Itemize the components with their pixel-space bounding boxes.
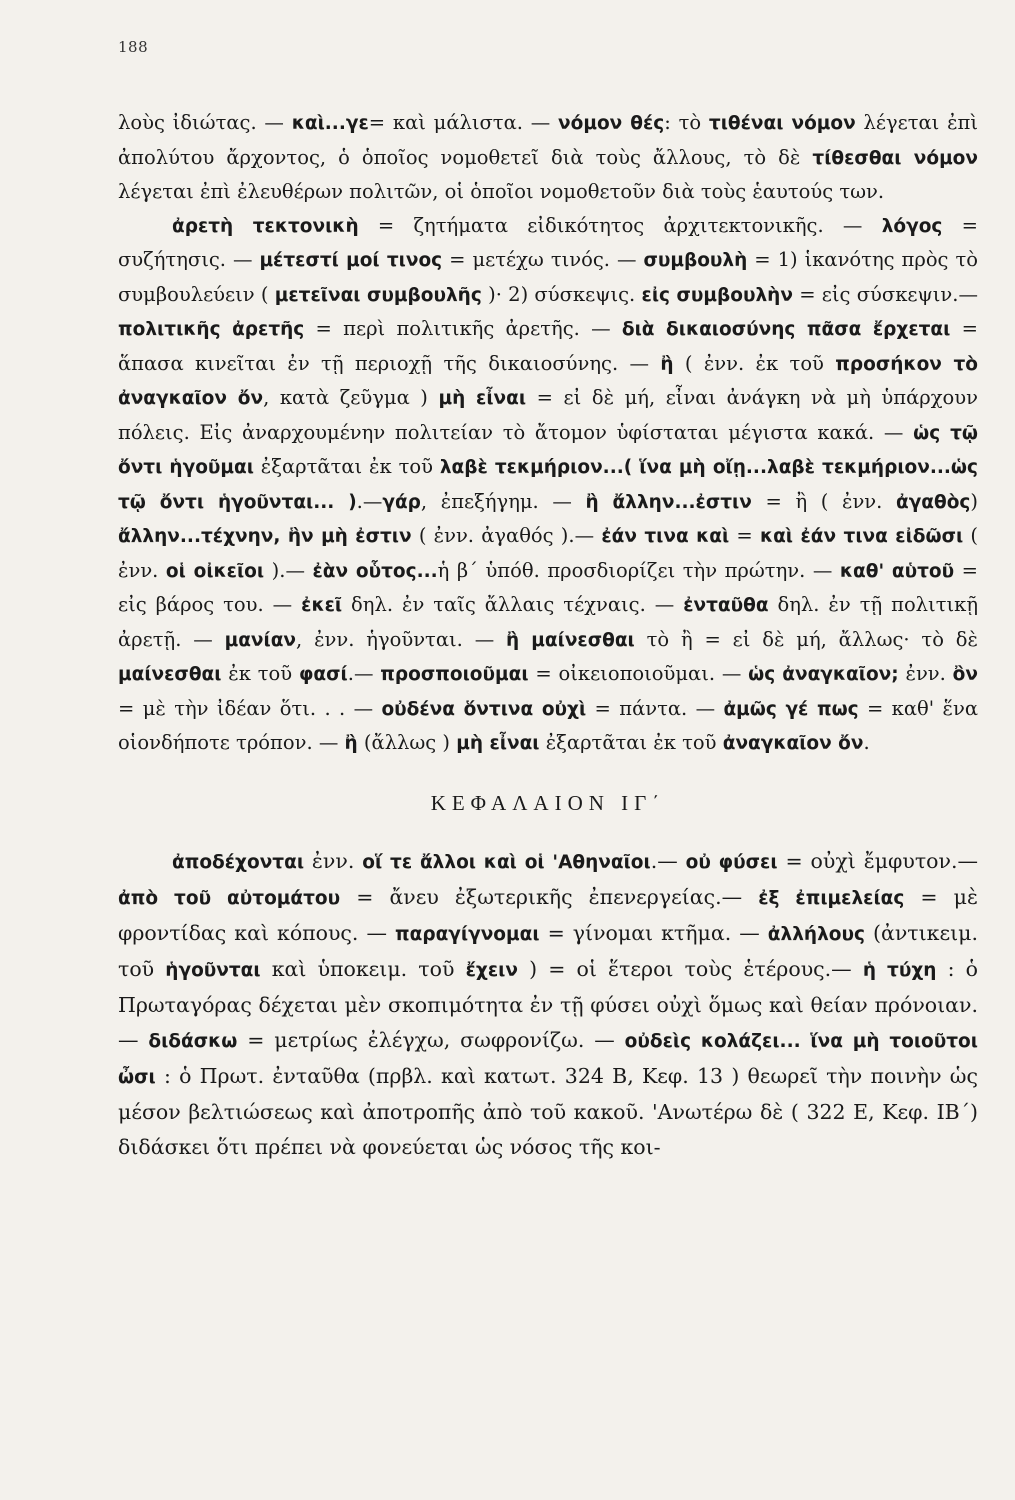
- gloss-text: =: [729, 524, 760, 547]
- page-number: 188: [118, 38, 149, 56]
- lemma-term: νόμον θές: [558, 113, 665, 134]
- gloss-text: = ζητήματα εἰδικότητος ἀρχιτεκτονικῆς. —: [358, 213, 882, 237]
- gloss-text: , ἐπεξήγημ. —: [420, 489, 586, 513]
- lemma-term: καὶ ἐάν τινα εἰδῶσι: [759, 526, 964, 547]
- gloss-text: )· 2) σύσκεψις.: [481, 282, 642, 306]
- gloss-text: ( ἐνν. ἀγαθός ).—: [411, 524, 602, 547]
- lemma-term: ἢ: [660, 353, 674, 375]
- lemma-term: ἀπὸ τοῦ αὐτομάτου: [118, 888, 341, 909]
- gloss-text: = ἢ ( ἐνν.: [751, 489, 896, 513]
- gloss-text: = ἄνευ ἐξωτερικῆς ἐπενεργείας.—: [340, 885, 759, 909]
- lemma-term: ἐκεῖ: [301, 595, 343, 616]
- gloss-text: = εἰ δὲ μή, εἶναι ἀνάγκη νὰ μὴ ὑπάρχουν πόλεις. Εἰς ἀναρχουμένην πολιτείαν τὸ ἄτομον ὑφίσταται μέγιστα κακά. —: [118, 386, 978, 444]
- gloss-text: ἐνν.: [898, 662, 953, 685]
- lemma-term: γάρ: [382, 491, 421, 513]
- lemma-term: τιθέναι νόμον: [708, 113, 856, 134]
- gloss-text: = εἰς βάρος του. —: [118, 558, 979, 616]
- gloss-text: = εἰς σύσκεψιν.—: [792, 282, 978, 306]
- gloss-text: ἐξαρτᾶται ἐκ τοῦ: [253, 455, 440, 478]
- lemma-term: προσήκον τὸ ἀναγκαῖον ὄν: [118, 353, 978, 409]
- gloss-text: = 1) ἱκανότης πρὸς τὸ συμβουλεύειν (: [118, 248, 978, 306]
- commentary-paragraph: [118, 106, 978, 209]
- lemma-term: ὡς τῷ ὄντι ἡγοῦμαι: [118, 422, 979, 478]
- commentary-paragraph: [118, 209, 978, 761]
- lemma-term: ἐὰν οὗτος...: [312, 560, 438, 582]
- lemma-term: οἱ οἰκεῖοι: [165, 560, 265, 582]
- lemma-term: πολιτικῆς ἀρετῆς: [118, 319, 305, 340]
- gloss-text: (ἄλλως ): [357, 731, 457, 754]
- gloss-text: : τὸ: [664, 111, 709, 134]
- gloss-text: λοὺς ἰδιώτας. —: [118, 111, 292, 134]
- gloss-text: = οὐχὶ ἔμφυτον.—: [777, 849, 978, 873]
- lemma-term: παραγίγνομαι: [395, 924, 540, 945]
- gloss-text: , κατὰ ζεῦγμα ): [263, 386, 439, 409]
- gloss-text: = μὲ τὴν ἰδέαν ὅτι. . . —: [118, 696, 382, 720]
- gloss-text: , ἐνν. ἡγοῦνται. —: [296, 627, 507, 651]
- lemma-term: ἢ μαίνεσθαι: [506, 629, 635, 651]
- lemma-term: λόγος: [881, 215, 943, 237]
- lemma-term: μανίαν: [224, 629, 297, 651]
- gloss-text: = μετρίως ἐλέγχω, σωφρονίζω. —: [237, 1028, 625, 1052]
- gloss-text: .: [863, 731, 870, 754]
- gloss-text: ἐκ τοῦ: [221, 662, 299, 685]
- gloss-text: ( ἐνν. ἐκ τοῦ: [673, 351, 836, 375]
- gloss-text: = καθ' ἕνα οἱονδήποτε τρόπον. —: [118, 696, 978, 754]
- lemma-term: μαίνεσθαι: [118, 664, 222, 685]
- gloss-text: ἐξαρτᾶται ἐκ τοῦ: [539, 731, 723, 754]
- lemma-term: καθ' αὑτοῦ: [839, 560, 955, 582]
- chapter-heading: ΚΕΦΑΛΑΙΟΝ ΙΓ΄: [430, 790, 666, 815]
- lemma-term: φασί: [298, 664, 348, 685]
- lemma-term: ἀγαθὸς: [895, 491, 971, 513]
- gloss-text: καὶ ὑποκειμ. τοῦ: [260, 957, 466, 981]
- gloss-text: ( ἐνν.: [118, 524, 978, 582]
- lemma-term: ἐνταῦθα: [683, 595, 769, 616]
- gloss-text: = οἰκειοποιοῦμαι. —: [528, 662, 749, 685]
- lemma-term: εἰς συμβουλὴν: [641, 284, 793, 306]
- lemma-term: οὐδένα ὅντινα οὐχὶ: [381, 698, 587, 720]
- gloss-text: .—: [650, 849, 686, 873]
- lemma-term: τίθεσθαι νόμον: [812, 147, 978, 169]
- lemma-term: ἢ: [344, 733, 358, 754]
- lemma-term: ἐάν τινα καὶ: [601, 526, 730, 547]
- lemma-term: ἢ ἄλλην...ἐστιν: [585, 491, 752, 513]
- lemma-term: συμβουλὴ: [643, 250, 748, 271]
- gloss-text: ).—: [264, 558, 313, 582]
- gloss-text: = μὲ φροντίδας καὶ κόπους. —: [118, 885, 979, 945]
- lemma-term: μὴ εἶναι: [456, 733, 540, 754]
- lemma-term: ὡς ἀναγκαῖον;: [748, 664, 899, 685]
- lemma-term: διὰ δικαιοσύνης πᾶσα ἔρχεται: [621, 319, 951, 340]
- gloss-text: λέγεται ἐπὶ ἐλευθέρων πολιτῶν, οἱ ὁποῖοι νομοθετοῦν διὰ τοὺς ἑαυτούς των.: [118, 180, 885, 203]
- gloss-text: τὸ ἢ = εἰ δὲ μή, ἄλλως· τὸ δὲ: [634, 627, 978, 651]
- lemma-term: καὶ...γε: [291, 113, 369, 134]
- lemma-term: μέτεστί μοί τινος: [259, 250, 443, 271]
- gloss-text: = πάντα. —: [586, 696, 724, 720]
- lemma-term: ἄλλην...τέχνην, ἣν μὴ ἐστιν: [118, 526, 412, 547]
- commentary-paragraph: [118, 844, 978, 1165]
- lemma-term: ἡ τύχη: [862, 960, 937, 981]
- lemma-term: οἵ τε ἄλλοι καὶ οἱ 'Αθηναῖοι: [362, 852, 651, 873]
- lemma-term: ἔχειν: [465, 960, 518, 981]
- lemma-term: μὴ εἶναι: [438, 388, 527, 409]
- gloss-text: : ὁ Πρωταγόρας δέχεται μὲν σκοπιμότητα ἐν τῇ φύσει οὐχὶ ὅμως καὶ θείαν πρόνοιαν.—: [118, 957, 978, 1052]
- lemma-term: ἀποδέχονται: [172, 852, 305, 873]
- lemma-term: ἀλλήλους: [767, 924, 865, 945]
- gloss-text: δηλ. ἐν τῇ πολιτικῇ ἀρετῇ. —: [118, 593, 978, 651]
- gloss-text: (ἀντικειμ. τοῦ: [118, 921, 978, 981]
- gloss-text: .—: [347, 662, 381, 685]
- lemma-term: ἀρετὴ τεκτονικὴ: [172, 215, 359, 237]
- gloss-text: = γίνομαι κτῆμα. —: [539, 921, 768, 945]
- lemma-term: ἀμῶς γέ πως: [723, 698, 859, 720]
- gloss-text: ): [970, 489, 979, 513]
- gloss-text: .—: [356, 489, 383, 513]
- gloss-text: = ἅπασα κινεῖται ἐν τῇ περιοχῇ τῆς δικαιοσύνης. —: [118, 317, 978, 375]
- lemma-term: ἐξ ἐπιμελείας: [758, 888, 905, 909]
- lemma-term: ἀναγκαῖον ὄν: [722, 733, 864, 754]
- gloss-text: ἐνν.: [304, 849, 363, 873]
- gloss-text: = καὶ μάλιστα. —: [368, 111, 559, 134]
- lemma-term: μετεῖναι συμβουλῆς: [274, 284, 482, 306]
- gloss-text: = περὶ πολιτικῆς ἀρετῆς. —: [304, 317, 622, 340]
- lemma-term: λαβὲ τεκμήριον...( ἵνα μὴ οἴῃ...λαβὲ τεκμήριον...ὡς τῷ ὄντι ἡγοῦνται... ): [118, 457, 978, 513]
- lemma-term: ὂν: [952, 664, 978, 685]
- lemma-term: διδάσκω: [148, 1031, 238, 1052]
- gloss-text: = συζήτησις. —: [118, 213, 978, 271]
- gloss-text: δηλ. ἐν ταῖς ἄλλαις τέχναις. —: [342, 593, 684, 616]
- chapter-commentary: [118, 844, 978, 1165]
- gloss-text: λέγεται ἐπὶ ἀπολύτου ἄρχοντος, ὁ ὁποῖος νομοθετεῖ διὰ τοὺς ἄλλους, τὸ δὲ: [118, 111, 978, 169]
- lemma-term: προσποιοῦμαι: [380, 664, 529, 685]
- gloss-text: ) = οἱ ἕτεροι τοὺς ἑτέρους.—: [517, 957, 863, 981]
- gloss-text: ἡ β΄ ὑπόθ. προσδιορίζει τὴν πρώτην. —: [437, 558, 840, 582]
- gloss-text: = μετέχω τινός. —: [442, 248, 644, 271]
- gloss-text: : ὁ Πρωτ. ἐνταῦθα (πρβλ. καὶ κατωτ. 324 Β, Κεφ. 13 ) θεωρεῖ τὴν ποινὴν ὡς μέσον βελτιώσεως καὶ ἀποτροπῆς ἀπὸ τοῦ κακοῦ. 'Ανωτέρω δὲ ( 322 Ε, Κεφ. ΙΒ΄) διδάσκει ὅτι πρέπει νὰ φονεύεται ὡς νόσος τῆς κοι-: [118, 1064, 978, 1159]
- lemma-term: ἡγοῦνται: [165, 960, 261, 981]
- lemma-term: οὐ φύσει: [685, 852, 778, 873]
- lemma-term: οὐδεὶς κολάζει... ἵνα μὴ τοιοῦτοι ὦσι: [118, 1031, 978, 1088]
- commentary-text: [118, 106, 978, 1165]
